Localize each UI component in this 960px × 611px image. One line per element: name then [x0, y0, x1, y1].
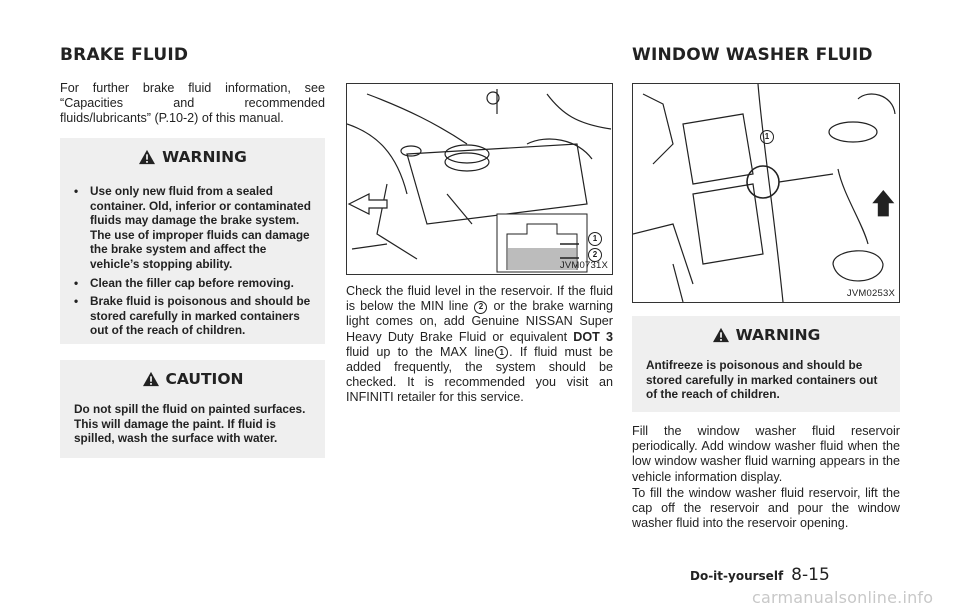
bullet-icon: • [74, 275, 79, 290]
caution-heading [74, 370, 311, 388]
figure-code: JVM0731X [559, 260, 608, 271]
brake-reservoir-illustration [347, 84, 612, 274]
warning-heading [646, 326, 886, 344]
warning-item [74, 184, 311, 272]
page-footer [690, 565, 830, 585]
washer-reservoir-figure [632, 83, 900, 303]
warning-item-text: Use only new fluid from a sealed container. Old, inferior or contaminated fluids may damage the brake system. The use of improper fluids can damage the brake system and affect the vehicle’s stopping ability. [90, 184, 311, 271]
washer-warning-text: Antifreeze is poisonous and should be stored carefully in marked containers out of the reach of children. [646, 358, 878, 402]
dot-grade: DOT 3 [573, 329, 614, 344]
washer-paragraph-2: To fill the window washer fluid reservoir, lift the cap off the reservoir and pour the window washer fluid into the reservoir opening. [632, 486, 900, 531]
brake-check-paragraph [346, 284, 613, 406]
callout-2-inline: 2 [474, 301, 487, 314]
callout-1-cap: 1 [760, 130, 774, 144]
section-title-brake-fluid: BRAKE FLUID [60, 45, 189, 65]
bullet-icon: • [74, 184, 79, 198]
figure-code: JVM0253X [846, 288, 895, 299]
warning-triangle-icon [138, 149, 156, 165]
callout-2-min: 2 [588, 248, 602, 262]
washer-paragraph-1: Fill the window washer fluid reservoir periodically. Add window washer fluid when the low window washer fluid warning appears in the vehicle information display. [632, 424, 900, 484]
washer-reservoir-illustration [633, 84, 899, 302]
brake-warning-box [60, 138, 325, 344]
warning-item [74, 276, 311, 291]
brake-reservoir-figure [346, 83, 613, 275]
footer-section-label: Do-it-yourself [690, 569, 784, 583]
caution-heading-label: CAUTION [165, 370, 244, 388]
section-title-window-washer-fluid: WINDOW WASHER FLUID [632, 45, 873, 65]
page-number: 8-15 [791, 565, 830, 585]
warning-triangle-icon [712, 327, 730, 343]
warning-heading [74, 148, 311, 166]
check-text-4: . If fluid must be added frequently, the system should be checked. It is recommended you visit an INFINITI retailer for this service. [346, 344, 613, 405]
warning-item-text: Clean the filler cap before removing. [90, 275, 294, 290]
warning-item-text: Brake fluid is poisonous and should be stored carefully in marked containers out of the reach of children. [90, 294, 311, 338]
up-arrow-icon [872, 190, 894, 216]
brake-intro-text: For further brake fluid information, see “Capacities and recommended fluids/lubricants” (P.10-2) of this manual. [60, 81, 325, 126]
warning-heading-label: WARNING [735, 326, 821, 344]
warning-list [74, 184, 311, 338]
warning-item [74, 294, 311, 338]
caution-triangle-icon [142, 371, 160, 387]
warning-heading-label: WARNING [162, 148, 247, 166]
washer-warning-box [632, 316, 900, 412]
bullet-icon: • [74, 294, 79, 309]
check-text-1: Check the fluid level in the reservoir. If the fluid is below the MIN line [346, 284, 613, 314]
callout-1-max: 1 [588, 232, 602, 246]
check-text-3: fluid up to the MAX line [346, 344, 495, 359]
check-text-2: or the brake warning light comes on, add Genuine NISSAN Super Heavy Duty Brake Fluid or equivalent [346, 299, 613, 344]
watermark: carmanualsonline.info [752, 588, 934, 607]
caution-text: Do not spill the fluid on painted surfaces. This will damage the paint. If fluid is spilled, wash the surface with water. [74, 402, 306, 446]
callout-1-inline: 1 [495, 346, 508, 359]
brake-caution-box [60, 360, 325, 458]
